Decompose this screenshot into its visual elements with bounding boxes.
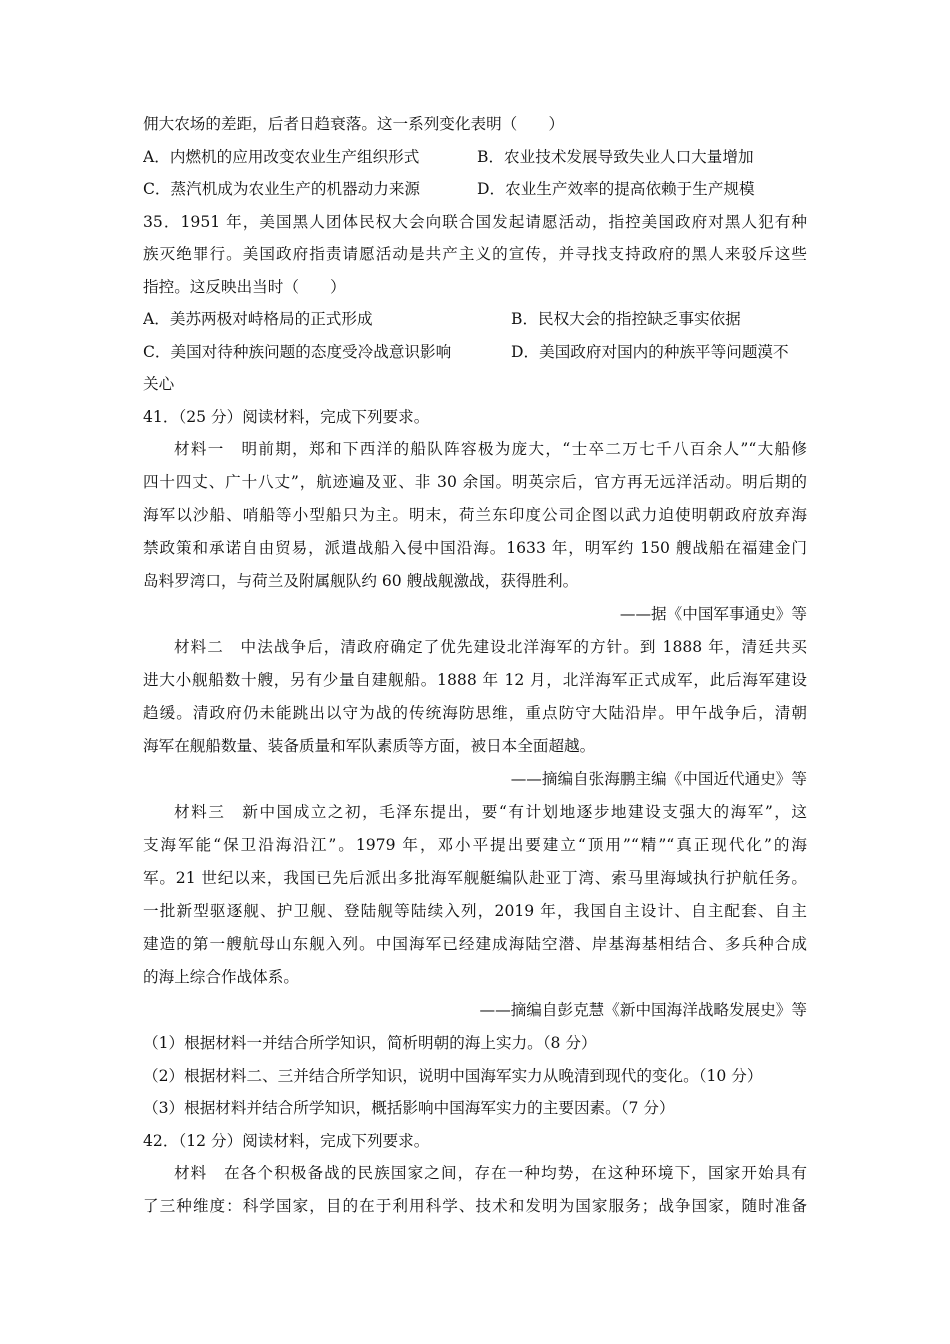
q34-option-d[interactable]: D．农业生产效率的提高依赖于生产规模	[477, 180, 755, 198]
q34-option-a[interactable]: A．内燃机的应用改变农业生产组织形式	[143, 147, 420, 166]
q34-options-row-1	[143, 141, 807, 174]
material-3-line: 材料三 新中国成立之初，毛泽东提出，要“有计划地逐步地建设支强大的海军”，这	[174, 803, 807, 821]
material-2-line: 进大小舰船数十艘，另有少量自建舰船。1888 年 12 月，北洋海军正式成军，此后海军建设	[143, 671, 807, 689]
q35-option-d-continued: 关心	[143, 375, 175, 393]
material-3-line: 军。21 世纪以来，我国已先后派出多批海军舰艇编队赴亚丁湾、索马里海域执行护航任务。	[143, 869, 807, 887]
q35-option-c[interactable]: C．美国对待种族问题的态度受冷战意识影响	[143, 342, 452, 361]
material-3-line: 的海上综合作战体系。	[143, 968, 299, 986]
material-1-line: 岛料罗湾口，与荷兰及附属舰队约 60 艘战舰激战，获得胜利。	[143, 572, 579, 590]
q35-stem-line-1: 35．1951 年，美国黑人团体民权大会向联合国发起请愿活动，指控美国政府对黑人犯有种	[143, 212, 807, 231]
q35-option-d[interactable]: D．美国政府对国内的种族平等问题漠不	[511, 342, 789, 361]
q35-option-b[interactable]: B．民权大会的指控缺乏事实依据	[511, 310, 741, 328]
material-2-source: ——摘编自张海鹏主编《中国近代通史》等	[510, 770, 807, 788]
q35-options-row-1	[143, 303, 807, 336]
material-2-line: 材料二 中法战争后，清政府确定了优先建设北洋海军的方针。到 1888 年，清廷共买	[174, 638, 807, 656]
q42-material-line: 材料 在各个积极备战的民族国家之间，存在一种均势，在这种环境下，国家开始具有	[174, 1164, 807, 1182]
material-3-source: ——摘编自彭克慧《新中国海洋战略发展史》等	[479, 1001, 807, 1019]
material-3-line: 建造的第一艘航母山东舰入列。中国海军已经建成海陆空潜、岸基海基相结合、多兵种合成	[143, 935, 807, 953]
q35-option-a[interactable]: A．美苏两极对峙格局的正式形成	[143, 310, 373, 328]
q41-subquestion-3: （3）根据材料并结合所学知识，概括影响中国海军实力的主要因素。（7 分）	[143, 1099, 675, 1117]
q34-stem-tail: 佣大农场的差距，后者日趋衰落。这一系列变化表明（ ）	[143, 115, 565, 133]
q34-options-row-2	[143, 173, 807, 206]
material-1-line: 海军以沙船、哨船等小型船只为主。明末，荷兰东印度公司企图以武力迫使明朝政府放弃海	[143, 506, 807, 524]
q41-header: 41．（25 分）阅读材料，完成下列要求。	[143, 407, 430, 426]
q41-material-1	[143, 433, 807, 598]
material-1-source: ——据《中国军事通史》等	[619, 605, 807, 623]
material-2-line: 趋缓。清政府仍未能跳出以守为战的传统海防思维，重点防守大陆沿岸。甲午战争后，清朝	[143, 704, 807, 722]
q35-options-row-2	[143, 336, 807, 369]
material-3-line: 支海军能“保卫沿海沿江”。1979 年，邓小平提出要建立“顶用”“精”“真正现代化”的海	[143, 836, 807, 854]
material-1-line: 禁政策和承诺自由贸易，派遣战船入侵中国沿海。1633 年，明军约 150 艘战船在福建金门	[143, 539, 807, 557]
q35-stem-line-3: 指控。这反映出当时（ ）	[143, 277, 346, 296]
q42-material	[143, 1157, 807, 1223]
q42-header: 42．（12 分）阅读材料，完成下列要求。	[143, 1131, 430, 1150]
page-content	[143, 108, 807, 1223]
q41-material-2	[143, 631, 807, 763]
q35-stem-line-2: 族灭绝罪行。美国政府指责请愿活动是共产主义的宣传，并寻找支持政府的黑人来驳斥这些	[143, 245, 807, 263]
q41-material-3	[143, 796, 807, 994]
q34-option-b[interactable]: B．农业技术发展导致失业人口大量增加	[477, 147, 754, 166]
q41-subquestion-2: （2）根据材料二、三并结合所学知识，说明中国海军实力从晚清到现代的变化。（10 分）	[143, 1066, 763, 1085]
q34-option-c[interactable]: C．蒸汽机成为农业生产的机器动力来源	[143, 180, 421, 198]
material-1-line: 四十四丈、广十八丈”，航迹遍及亚、非 30 余国。明英宗后，官方再无远洋活动。明后期的	[143, 473, 807, 491]
material-1-line: 材料一 明前期，郑和下西洋的船队阵容极为庞大，“士卒二万七千八百余人”“大船修	[174, 440, 807, 458]
material-2-line: 海军在舰船数量、装备质量和军队素质等方面，被日本全面超越。	[143, 737, 596, 755]
q41-subquestion-1: （1）根据材料一并结合所学知识，简析明朝的海上实力。（8 分）	[143, 1034, 597, 1052]
material-3-line: 一批新型驱逐舰、护卫舰、登陆舰等陆续入列，2019 年，我国自主设计、自主配套、自主	[143, 902, 807, 920]
q42-material-line: 了三种维度：科学国家，目的在于利用科学、技术和发明为国家服务；战争国家，随时准备	[143, 1197, 807, 1215]
